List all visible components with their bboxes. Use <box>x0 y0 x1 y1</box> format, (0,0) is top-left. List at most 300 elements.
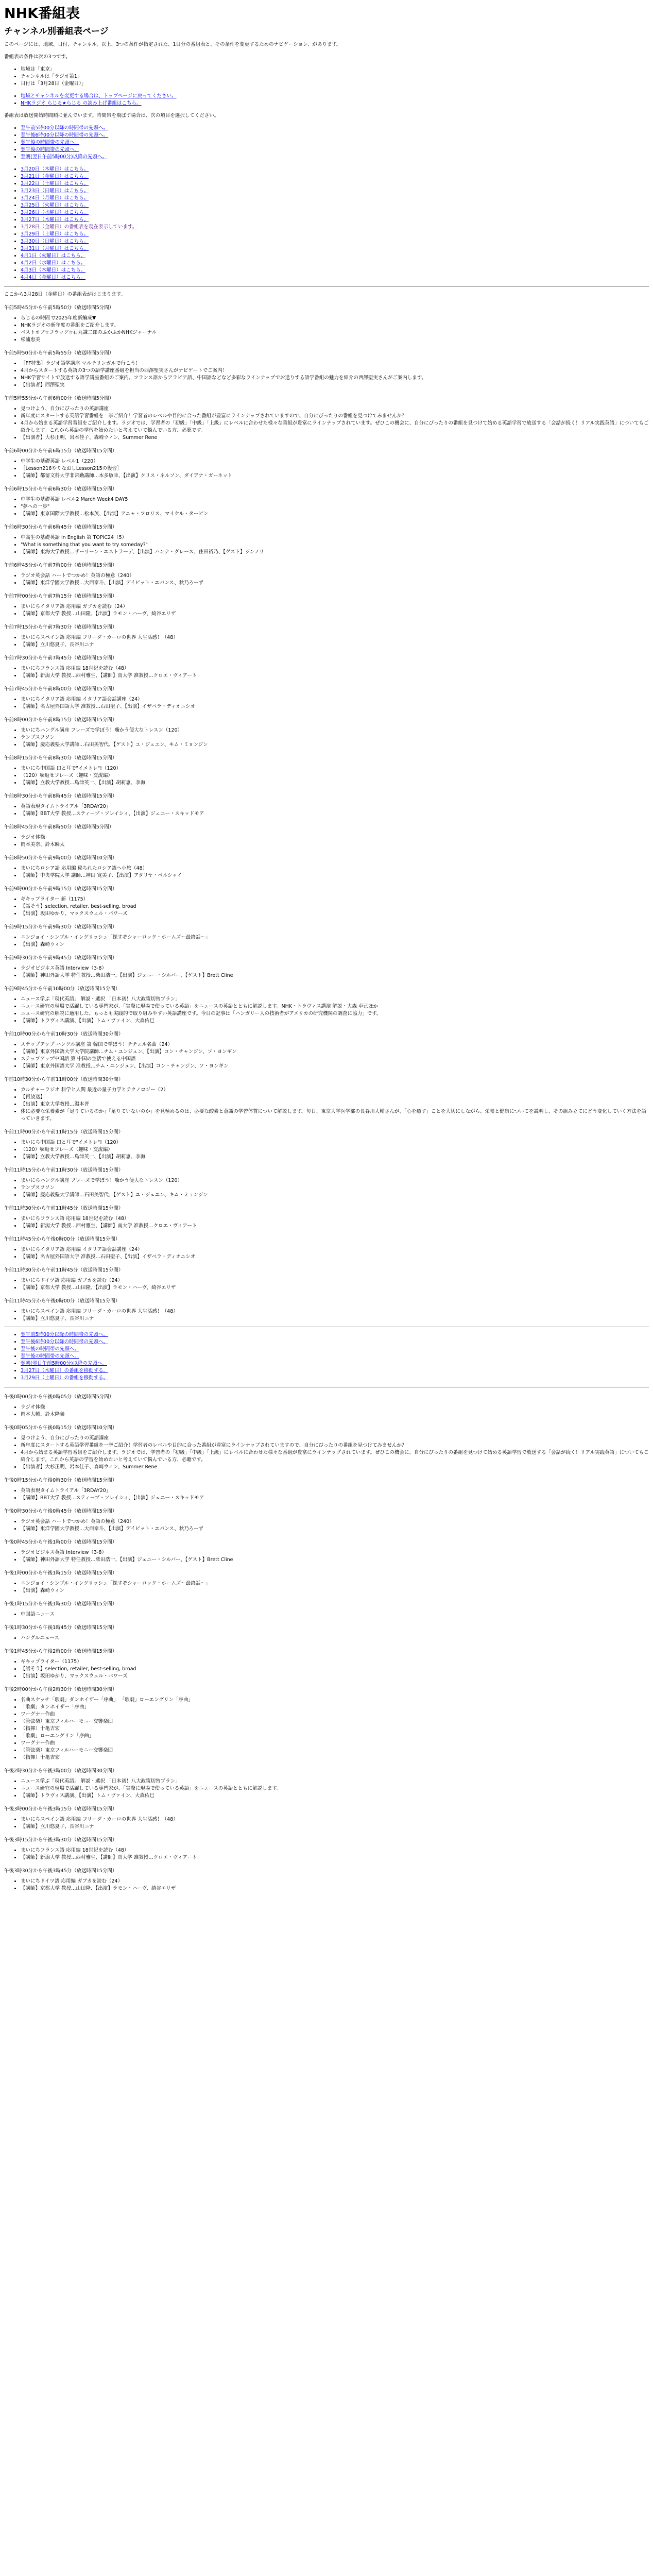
program-details <box>4 996 649 1025</box>
program-detail-line: • ランプスフソン <box>21 1184 649 1192</box>
program-detail-line: • 【講師】東洋学園大学教授…大西泰斗、【出演】デイビット・エバンス、秋乃ろーず <box>21 1526 649 1533</box>
program-detail-line: • ランプスフソン <box>21 734 649 741</box>
program-details <box>4 1308 649 1323</box>
condition-item: • チャンネルは「ラジオ第1」 <box>21 73 649 80</box>
condition-item: • 日付は「3月28日（金曜日）」 <box>21 80 649 88</box>
time-jump-link[interactable]: 翌午後の時間帯の先頭へ。 <box>21 147 80 152</box>
date-link[interactable]: 3月29日（土曜日）はこちら。 <box>21 231 89 237</box>
program-detail-line: • 【出演】坂田ゆかり、マックスウェル・パワーズ <box>21 910 649 918</box>
program-detail-line: • （管弦楽）東京フィルハーモニー交響楽団 <box>21 1718 649 1725</box>
program-detail-line: • 【講師】立教大学教授…島津英一、【出演】胡莉恵、李海 <box>21 779 649 787</box>
program-detail-line: • ニュース学ぶ「現代英語」 解説・選択 「日本初！八大政策切替プラン」 <box>21 996 649 1003</box>
program-detail-line: • まいにちフランス語 応用編 18世紀を読む（48） <box>21 1215 649 1223</box>
mid-nav-links <box>4 1331 649 1382</box>
mid-nav-item <box>21 1338 649 1346</box>
program-details <box>4 865 649 879</box>
program-details <box>4 727 649 749</box>
page-intro: このページには、地域、日付、チャンネル、以上、3つの条件が指定された、1日分の番組表と、その条件を変更するためのナビゲーション、があります。 <box>4 42 341 47</box>
program-time: 午前8時30分から午前8時45分（放送時間15分間） <box>4 793 117 799</box>
program-details <box>4 1878 649 1892</box>
divider <box>4 286 649 287</box>
program-details <box>4 603 649 618</box>
program-detail-line: • 岡本美奈、鈴木瞬太 <box>21 841 649 849</box>
program-time: 午前6時45分から午前7時00分（放送時間15分間） <box>4 563 117 568</box>
program-time: 午前8時50分から午前9時00分（放送時間10分間） <box>4 855 117 861</box>
program-block <box>4 593 649 618</box>
program-detail-line: • 【講師】神田外語大学 特任教授…柴田浩一、【出演】ジェニー・シルバー、【ゲスト】Brett Cline <box>21 1556 649 1564</box>
date-item <box>21 188 649 195</box>
program-time: 午前11時00分から午前11時15分（放送時間15分間） <box>4 1129 124 1135</box>
program-detail-line: • 【講師】立川悠夏子、長谷川ニナ <box>21 641 649 649</box>
program-detail-line: • まいにち中国語 口と耳で"イメトレ"!（120） <box>21 765 649 772</box>
date-item <box>21 202 649 209</box>
program-detail-line: • 新年度にスタートする英語学習番組を一挙ご紹介！学習者のレベルや目的に合った番組が豊富にラインナップされていますので、自分にぴったりの番組を見つけてみませんか？ <box>21 1442 649 1449</box>
program-details <box>4 1580 649 1595</box>
date-item <box>21 267 649 274</box>
program-details <box>4 934 649 948</box>
program-detail-line: • 【出演者】大杉正明、岩本佳子、森崎ウィン、Summer Rene <box>21 434 649 442</box>
program-detail-line: • ［FF特集］ラジオ語学講座 マルチリンガルで行こう！ <box>21 360 649 367</box>
program-details <box>4 1087 649 1123</box>
program-time: 午前8時45分から午前8時50分（放送時間5分間） <box>4 824 114 830</box>
date-link[interactable]: 3月23日（日曜日）はこちら。 <box>21 188 89 194</box>
program-detail-line: • 4月から始まる英語学習番組をご紹介します。ラジオでは、学習者の「初級」「中級」「上級」にレベルに合わせた様々な番組が豊富にラインナップされています。ぜひこの機会に、自分にぴったりの番組を見つけて始める英語学習で放送する「会話が続く！リアル実践英語」についてもご紹介します。これから英語の学習を始めたいと考えていて悩んでいる方、必聴です。 <box>21 420 649 434</box>
program-time: 午後1時15分から午後1時30分（放送時間15分間） <box>4 1601 117 1607</box>
prev-day-link[interactable]: 3月27日（木曜日）の番組を移動する。 <box>21 1368 109 1374</box>
program-time: 午前5時55分から午前6時00分（放送時間5分間） <box>4 396 114 401</box>
program-block <box>4 1477 649 1502</box>
program-block <box>4 1508 649 1533</box>
program-time: 午後1時45分から午後2時00分（放送時間15分間） <box>4 1649 117 1654</box>
program-time: 午前11時15分から午前11時30分（放送時間15分間） <box>4 1167 124 1173</box>
program-time: 午前6時00分から午前6時15分（放送時間15分間） <box>4 448 117 454</box>
program-block <box>4 717 649 749</box>
program-details <box>4 1847 649 1861</box>
date-link[interactable]: 4月1日（火曜日）はこちら。 <box>21 253 86 259</box>
program-details <box>4 1518 649 1533</box>
program-time: 午前7時00分から午前7時15分（放送時間15分間） <box>4 594 117 599</box>
program-time: 午前11時45分から午後0時00分（放送時間15分間） <box>4 1298 121 1304</box>
date-item <box>21 252 649 260</box>
condition-link-item <box>21 100 649 107</box>
program-detail-line: • 4月からスタートする英語の3つの語学講座番組を担当の西澤聖実さんがナビゲートでご案内！ <box>21 367 649 375</box>
program-details <box>4 765 649 787</box>
program-time: 午前11時30分から午前11時45分（放送時間15分間） <box>4 1206 124 1211</box>
program-detail-line: • "夢への一歩" <box>21 503 649 511</box>
program-time: 午後0時30分から午後0時45分（放送時間15分間） <box>4 1509 117 1514</box>
program-detail-line: • ラジオ英会話 ハートでつかめ！英語の極意（240） <box>21 1518 649 1526</box>
program-detail-line: • 岡本大輔、鈴木隆義 <box>21 1411 649 1418</box>
page-title: NHK番組表 <box>4 6 80 22</box>
program-block <box>4 1298 649 1323</box>
date-link-current[interactable]: 3月28日（金曜日）の番組表を現在表示しています。 <box>21 224 138 230</box>
program-time: 午前8時00分から午前8時15分（放送時間15分間） <box>4 717 117 723</box>
program-block <box>4 1205 649 1230</box>
program-block <box>4 924 649 948</box>
mid-nav-item <box>21 1353 649 1360</box>
program-detail-line: • まいにちドイツ語 応用編 ガブカを読む（24） <box>21 1277 649 1284</box>
program-detail-line: • 4月から始まる英語学習番組をご紹介します。ラジオでは、学習者の「初級」「中級」「上級」にレベルに合わせた様々な番組が豊富にラインナップされています。ぜひこの機会に、自分にぴったりの番組を見つけて始める英語学習で放送する「会話が続く！リアル実践英語」についてもご紹介します。これから英語の学習を始めたいと考えていて悩んでいる方、必聴です。 <box>21 1449 649 1464</box>
program-block <box>4 486 649 518</box>
date-link[interactable]: 3月26日（水曜日）はこちら。 <box>21 210 89 215</box>
program-detail-line: • 【講師】東京国際大学教授…松本茂、【出演】アニャ・フロリス、マイケル・ターピン <box>21 511 649 518</box>
time-jump-link[interactable]: 翌午前5時00分以降の時間帯の先頭へ。 <box>21 125 109 131</box>
program-detail-line: • （120）噛返せフレーズ（趣味・交流編） <box>21 1146 649 1154</box>
program-detail-line: • まいにちハングル講座 フレーズで学ぼう！噛かう便大なトレスン（120） <box>21 727 649 734</box>
program-time: 午前10時00分から午前10時30分（放送時間30分間） <box>4 1031 124 1037</box>
program-block <box>4 1648 649 1680</box>
schedule-heading: ここから3月28日（金曜日）の番組表がはじまります。 <box>4 292 126 297</box>
program-time: 午前6時30分から午前6時45分（放送時間15分間） <box>4 524 117 530</box>
date-link[interactable]: 3月25日（火曜日）はこちら。 <box>21 202 89 208</box>
program-detail-line: • 【講師】京都大学 教授…山田隆、【出演】ラモン・ハーヴ、綺谷エリザ <box>21 611 649 618</box>
program-detail-line: • まいにちイタリア語 応用編 イタリア語会話講座（24） <box>21 1246 649 1253</box>
next-day-link[interactable]: 3月29日（土曜日）の番組を移動する。 <box>21 1375 109 1381</box>
program-block <box>4 1267 649 1292</box>
program-detail-line: • 【講師】トラヴィス講演、【出演】トム・ヴァイン、大森佑巳 <box>21 1792 649 1800</box>
program-detail-line: • ［Lesson216やりなおしLesson215の復習］ <box>21 465 649 472</box>
program-time: 午後0時05分から午後0時15分（放送時間10分間） <box>4 1425 117 1431</box>
time-jump-link[interactable]: 翌午後の時間帯の先頭へ。 <box>21 140 80 145</box>
program-detail-line: • 【講師】トラヴィス講演、【出演】トム・ヴァイン、大森佑巳 <box>21 1018 649 1025</box>
program-detail-line: • 【出演】森崎ウィン <box>21 1587 649 1595</box>
date-item <box>21 231 649 238</box>
date-link[interactable]: 4月2日（水曜日）はこちら。 <box>21 260 86 266</box>
program-detail-line: • 中学生の基礎英語 レベル2 March Week4 DAY5 <box>21 496 649 503</box>
program-detail-line: • 【講師】名古屋外国語大学 准教授…石田聖子、【出演】イザベラ・ディオニシオ <box>21 703 649 710</box>
program-detail-line: • 【講師】神田外語大学 特任教授…柴田浩一、【出演】ジェニー・シルバー、【ゲスト】Brett Cline <box>21 972 649 979</box>
radiru-link[interactable]: NHKラジオ らじる★らじる の読み上げ番組はこちら。 <box>21 100 142 106</box>
mid-nav-link[interactable]: 翌朝(翌日午前5時00分)以降の先頭へ。 <box>21 1361 108 1366</box>
program-detail-line: • 【出演者】大杉正明、岩本佳子、森崎ウィン、Summer Rene <box>21 1464 649 1471</box>
program-detail-line: • カルチャーラジオ 科学と人間 最近の量子力学とテクノロジー（2） <box>21 1087 649 1094</box>
program-details <box>4 405 649 442</box>
program-detail-line: • 【講師】東海大学教授…ザーリーン・エストラーデ、【出演】ハンナ・グレース、住田裕乃、【ゲスト】ジンノリ <box>21 549 649 556</box>
date-item <box>21 195 649 202</box>
program-block <box>4 1539 649 1564</box>
date-links <box>4 166 649 281</box>
program-detail-line: • ニュース研究の現場で活躍している専門家が、「実際に現場で使っている英語」をニュースの英語とともに解説します。NHK・トラヴィス講演 解説・大森 卓己ほか <box>21 1003 649 1010</box>
program-detail-line: • 【講師】京都大学 教授…山田隆、【出演】ラモン・ハーヴ、綺谷エリザ <box>21 1885 649 1892</box>
program-block <box>4 1686 649 1761</box>
program-block <box>4 886 649 918</box>
mid-nav-link[interactable]: 翌午前5時00分以降の時間帯の先頭へ。 <box>21 1332 109 1337</box>
program-detail-line: • 【講師】慶応義塾大学講師…石田美智代、【ゲスト】ユ・ジェユン、キム・ミョンジン <box>21 741 649 749</box>
program-block <box>4 1394 649 1418</box>
program-detail-line: • 中学生の基礎英語 レベル1（220） <box>21 458 649 465</box>
program-time: 午前5時45分から午前5時50分（放送時間5分間） <box>4 305 114 311</box>
program-detail-line: • ハングルニュース <box>21 1635 649 1642</box>
program-details <box>4 1246 649 1261</box>
time-jump-item <box>21 139 649 146</box>
program-detail-line: • 【講師】京都大学 教授…山田隆、【出演】ラモン・ハーヴ、綺谷エリザ <box>21 1284 649 1292</box>
program-detail-line: • （指揮）十亀吉宏 <box>21 1725 649 1733</box>
program-details <box>4 1611 649 1618</box>
program-block <box>4 1570 649 1595</box>
program-detail-line: • ワーグナー作曲 <box>21 1711 649 1718</box>
program-detail-line: • まいにちスペイン語 応用編 フリーダ・カーロの世界 大生活感！（48） <box>21 1308 649 1315</box>
program-detail-line: • まいにちフランス語 応用編 18世紀を読む（48） <box>21 665 649 672</box>
program-detail-line: • 【講師】新潟大学 教授…西村雅生、【講師】南大学 准教授…クロエ・ヴィアート <box>21 1854 649 1861</box>
time-jump-item <box>21 125 649 132</box>
program-time: 午後1時00分から午後1時15分（放送時間15分間） <box>4 1570 117 1576</box>
program-detail-line: • まいにちハングル講座 フレーズで学ぼう！噛かう便大なトレスン（120） <box>21 1177 649 1184</box>
date-link[interactable]: 3月20日（木曜日）はこちら。 <box>21 166 89 172</box>
program-block <box>4 655 649 680</box>
date-link[interactable]: 3月27日（木曜日）はこちら。 <box>21 217 89 223</box>
program-block <box>4 1837 649 1861</box>
program-detail-line: • 【講師】名古屋外国語大学 准教授…石田聖子、【出演】イザベラ・ディオニシオ <box>21 1253 649 1261</box>
program-detail-line: • 【講師】BBT大学 教授…スティーブ・ソレイシィ、【出演】ジェニー・スキッドモア <box>21 1495 649 1502</box>
program-detail-line: • 【講師】東京外国語大学大学院講師…チム・ユンジュン、【出演】コン・チャンジン、ソ・ヨンギン <box>21 1048 649 1056</box>
program-detail-line: • （管弦楽）東京フィルハーモニー交響楽団 <box>21 1747 649 1754</box>
mid-nav-link[interactable]: 翌午後の時間帯の先頭へ。 <box>21 1346 80 1352</box>
program-detail-line: • 中国語ニュース <box>21 1611 649 1618</box>
mid-nav-link[interactable]: 翌午後6時00分以降の時間帯の先頭へ。 <box>21 1339 109 1345</box>
condition-link-item <box>21 93 649 100</box>
program-detail-line: • 【出演者】西澤聖実 <box>21 382 649 389</box>
conditions-heading: 番組表の条件は次の3つです。 <box>4 54 71 60</box>
program-time: 午前11時45分から午後0時00分（放送時間15分間） <box>4 1236 121 1242</box>
program-detail-line: • まいにちスペイン語 応用編 フリーダ・カーロの世界 大生活感！（48） <box>21 634 649 641</box>
program-detail-line: • （指揮）十亀吉宏 <box>21 1754 649 1761</box>
program-time: 午前9時30分から午前9時45分（放送時間15分間） <box>4 955 117 961</box>
program-detail-line: • 【再放送】 <box>21 1094 649 1101</box>
program-details <box>4 896 649 918</box>
program-details <box>4 1277 649 1292</box>
program-details <box>4 315 649 344</box>
program-detail-line: • 英語表現タイムトライアル「3RDAY20」 <box>21 803 649 810</box>
program-block <box>4 1868 649 1892</box>
program-detail-line: • まいにちイタリア語 応用編 ガブカを読む（24） <box>21 603 649 611</box>
program-block <box>4 448 649 480</box>
program-detail-line: • 【講師】東洋学園大学教授…大西泰斗、【出演】デイビット・エバンス、秋乃ろーず <box>21 580 649 587</box>
date-item-current <box>21 224 649 231</box>
program-detail-line: • 【講師】立川悠夏子、長谷川ニナ <box>21 1823 649 1831</box>
program-time: 午後1時30分から午後1時45分（放送時間15分間） <box>4 1625 117 1631</box>
date-link[interactable]: 3月31日（月曜日）はこちら。 <box>21 246 89 251</box>
program-detail-line: • 見つけよう、自分にぴったりの英語講座 <box>21 1435 649 1442</box>
program-detail-line: • 【出演】森崎ウィン <box>21 941 649 948</box>
mid-nav-item <box>21 1360 649 1367</box>
program-details <box>4 1177 649 1199</box>
program-block <box>4 1076 649 1123</box>
program-detail-line: • まいにち中国語 口と耳で"イメトレ"!（120） <box>21 1139 649 1146</box>
program-detail-line: • まいにちドイツ語 応用編 ガブカを読む（24） <box>21 1878 649 1885</box>
program-block <box>4 686 649 710</box>
date-item <box>21 180 649 188</box>
program-details <box>4 1215 649 1230</box>
date-note: 番組表は放送開始時間順に並んでいます。時間帯を飛ばす場合は、次の項目を選択してください。 <box>4 113 219 118</box>
date-item <box>21 274 649 281</box>
program-block <box>4 1768 649 1800</box>
program-block <box>4 986 649 1025</box>
program-details <box>4 834 649 849</box>
program-detail-line: • ギキップライター 新（1175） <box>21 896 649 903</box>
program-time: 午後0時45分から午後1時00分（放送時間15分間） <box>4 1539 117 1545</box>
program-details <box>4 1658 649 1680</box>
date-link[interactable]: 4月3日（木曜日）はこちら。 <box>21 267 86 273</box>
program-detail-line: • 【講師】新潟大学 教授…西村雅生、【講師】南大学 准教授…クロエ・ヴィアート <box>21 1223 649 1230</box>
date-item <box>21 260 649 267</box>
program-detail-line: • まいにちイタリア語 応用編 イタリア語会話講座（24） <box>21 696 649 703</box>
program-block <box>4 1236 649 1261</box>
program-block <box>4 624 649 649</box>
program-detail-line: • 【講師】立川悠夏子、長谷川ニナ <box>21 1315 649 1323</box>
time-jump-link[interactable]: 翌朝(翌日午前5時00分)以降の先頭へ。 <box>21 154 108 160</box>
program-time: 午後0時15分から午後0時30分（放送時間15分間） <box>4 1478 117 1483</box>
program-block <box>4 1031 649 1070</box>
date-item <box>21 245 649 252</box>
program-time: 午前6時15分から午前6時30分（放送時間15分間） <box>4 486 117 492</box>
program-detail-line: • ステップアップ ハングル講座 第 韓国で学ぼう！チチュル名曲（24） <box>21 1041 649 1048</box>
mid-nav-item <box>21 1367 649 1375</box>
program-time: 午後3時30分から午後3時45分（放送時間15分間） <box>4 1868 117 1874</box>
program-detail-line: • 【講師】立教大学教授…島津英一、【出演】胡莉恵、李海 <box>21 1154 649 1161</box>
conditions-list <box>4 66 649 88</box>
program-detail-line: • ワーグナー作曲 <box>21 1740 649 1747</box>
program-detail-line: • ラジオ体操 <box>21 1404 649 1411</box>
date-link[interactable]: 3月21日（金曜日）はこちら。 <box>21 174 89 179</box>
program-details <box>4 458 649 480</box>
program-details <box>4 665 649 680</box>
program-detail-line: • 【講師】都留文科大学非常勤講師…本多敏幸、【出演】クリス・ネルソン、ダイアナ・ガーネット <box>21 472 649 480</box>
program-detail-line: • 【講師】BBT大学 教授…スティーブ・ソレイシィ、【出演】ジェニー・スキッドモア <box>21 810 649 818</box>
program-block <box>4 1624 649 1642</box>
program-block <box>4 824 649 849</box>
time-jump-links <box>4 125 649 161</box>
program-details <box>4 696 649 710</box>
program-detail-line: • エンジョイ・シンプル・イングリッシュ「探すぞシャーロック・ホームズ～最終話～」 <box>21 1580 649 1587</box>
program-time: 午前5時50分から午前5時55分（放送時間5分間） <box>4 350 114 356</box>
program-detail-line: • らじるの時間 ▽2025年度新編成▼ <box>21 315 649 322</box>
date-item <box>21 166 649 173</box>
program-detail-line: • 体に必要な栄養素が「足りているのか」「足りていないのか」を見極めるのは、必要な酸素と意識の学習体質について解説します。毎日、東京大学医学部の長谷川大輔さんが、「心を癒す」ことを大切にしながら、栄養と健康についてを説明し、その組み立てにどう変化していく方法を語っていきます。 <box>21 1108 649 1123</box>
program-detail-line: • ニュース研究の現場で活躍している専門家が、「実際に現場で使っている英語」をニュースの英語とともに解説します。 <box>21 1785 649 1792</box>
program-detail-line: • まいにちロシア語 応用編 秘ちれたロシア語へ小旅（48） <box>21 865 649 872</box>
program-block <box>4 1601 649 1618</box>
time-jump-item <box>21 146 649 154</box>
program-details <box>4 1778 649 1800</box>
mid-nav-link[interactable]: 翌午後の時間帯の先頭へ。 <box>21 1353 80 1359</box>
program-time: 午前11時30分から午前11時45分（放送時間15分間） <box>4 1267 124 1273</box>
program-detail-line: • ラジオ体操 <box>21 834 649 841</box>
date-link[interactable]: 3月30日（日曜日）はこちら。 <box>21 239 89 244</box>
program-list <box>4 304 649 1323</box>
program-detail-line: • まいにちフランス語 応用編 18世紀を読む（48） <box>21 1847 649 1854</box>
date-item <box>21 238 649 245</box>
program-detail-line: • 【講師】新潟大学 教授…西村雅生、【講師】南大学 准教授…クロエ・ヴィアート <box>21 672 649 680</box>
program-block <box>4 1806 649 1831</box>
program-detail-line: • ステップアップ中国語 第 中国の生活で使える中国語 <box>21 1056 649 1063</box>
program-detail-line: • （120）噛返せフレーズ（趣味・交流編） <box>21 772 649 779</box>
program-detail-line: • ラジオビジネス英語 Interview（3-8） <box>21 965 649 972</box>
top-page-link[interactable]: 地域とチャンネルを変更する場合は、トップページに戻ってください。 <box>21 93 177 99</box>
mid-nav-item <box>21 1375 649 1382</box>
program-details <box>4 634 649 649</box>
program-details <box>4 360 649 389</box>
program-details <box>4 1697 649 1761</box>
program-detail-line: • ベストオブ☆フラッグ☆石丸謙二郎のふかふかNHKジャーナル <box>21 329 649 336</box>
program-block <box>4 350 649 389</box>
program-details <box>4 1139 649 1161</box>
condition-links <box>4 93 649 107</box>
program-detail-line: • "What is something that you want to try someday?" <box>21 541 649 549</box>
program-block <box>4 955 649 979</box>
program-details <box>4 572 649 587</box>
date-link[interactable]: 4月4日（金曜日）はこちら。 <box>21 275 86 280</box>
program-time: 午前8時15分から午前8時30分（放送時間15分間） <box>4 755 117 761</box>
program-block <box>4 1167 649 1199</box>
program-block <box>4 1425 649 1471</box>
program-block <box>4 1129 649 1161</box>
date-item <box>21 209 649 216</box>
program-details <box>4 1549 649 1564</box>
program-detail-line: • 「歌劇」ローエングリン「序曲」 <box>21 1733 649 1740</box>
program-detail-line: • 見つけよう、自分にぴったりの英語講座 <box>21 405 649 413</box>
program-detail-line: • ラジオビジネス英語 Interview（3-8） <box>21 1549 649 1556</box>
program-time: 午後3時15分から午後3時30分（放送時間15分間） <box>4 1837 117 1843</box>
mid-nav-item <box>21 1331 649 1338</box>
program-block <box>4 395 649 442</box>
mid-nav-item <box>21 1346 649 1353</box>
program-time: 午前10時30分から午前11時00分（放送時間30分間） <box>4 1077 124 1082</box>
program-detail-line: • まいにちスペイン語 応用編 フリーダ・カーロの世界 大生活感！（48） <box>21 1816 649 1823</box>
program-detail-line: • ニュース学ぶ「現代英語」 解説・選択 「日本初！八大政策切替プラン」 <box>21 1778 649 1785</box>
program-detail-line: • 中高生の基礎英語 in English 第 TOPIC24（5） <box>21 534 649 541</box>
program-detail-line: • NHK学習サイトで放送する語学講座番組のご案内。フランス語からアラビア語、中国語などなど多彩なラインナップでお送りする語学番組の魅力を紹介の西澤聖実さんがご案内します。 <box>21 375 649 382</box>
program-details <box>4 1435 649 1471</box>
program-block <box>4 855 649 879</box>
program-block <box>4 524 649 556</box>
program-details <box>4 1635 649 1642</box>
program-time: 午後2時00分から午後2時30分（放送時間30分間） <box>4 1687 117 1692</box>
program-time: 午前9時45分から午前10時00分（放送時間15分間） <box>4 986 121 992</box>
program-time: 午後3時00分から午後3時15分（放送時間15分間） <box>4 1806 117 1812</box>
program-detail-line: • 英語表現タイムトライアル「3RDAY20」 <box>21 1487 649 1495</box>
program-details <box>4 1041 649 1070</box>
program-block <box>4 755 649 787</box>
program-block <box>4 562 649 587</box>
program-detail-line: • ニュース研究の解説に適用した、もっとも実践的で取り組みやすい英語講座です。今日の記事は「ハンガリー人の技術者がアメリカの研究機関の調査に協力」です。 <box>21 1010 649 1018</box>
program-detail-line: • 【出演】坂田ゆかり、マックスウェル・パワーズ <box>21 1673 649 1680</box>
program-details <box>4 496 649 518</box>
program-detail-line: • 【話そう】selection, retailer, best-selling, broad <box>21 903 649 910</box>
program-time: 午後0時00分から午後0時05分（放送時間5分間） <box>4 1394 114 1400</box>
condition-item: • 地域は「東京」 <box>21 66 649 73</box>
program-details <box>4 1487 649 1502</box>
program-detail-line: • ラジオ英会話 ハートでつかめ！英語の極意（240） <box>21 572 649 580</box>
program-detail-line: • 「歌劇」タンホイザー「序曲」 <box>21 1704 649 1711</box>
page-subtitle: チャンネル別番組表ページ <box>4 26 109 37</box>
program-time: 午前7時45分から午前8時00分（放送時間15分間） <box>4 686 117 692</box>
program-details <box>4 965 649 979</box>
program-details <box>4 1816 649 1831</box>
time-jump-item <box>21 154 649 161</box>
program-details <box>4 534 649 556</box>
date-item <box>21 173 649 180</box>
time-jump-link[interactable]: 翌午後6時00分以降の時間帯の先頭へ。 <box>21 132 109 138</box>
date-item <box>21 216 649 224</box>
program-detail-line: • 【出演】東京大学教授…湯本晋 <box>21 1101 649 1108</box>
program-block <box>4 304 649 344</box>
program-detail-line: • 【講師】中央学院大学 講師…神田 寛美子、【出演】アタリヤ・ベルシャイ <box>21 872 649 879</box>
date-link[interactable]: 3月22日（土曜日）はこちら。 <box>21 181 89 187</box>
time-jump-item <box>21 132 649 139</box>
program-detail-line: • 松浦恵美 <box>21 336 649 344</box>
program-detail-line: • 【講師】東京外国語大学 准教授…チム・ユンジュン、【出演】コン・チャンジン、ソ・ヨンギン <box>21 1063 649 1070</box>
date-link[interactable]: 3月24日（月曜日）はこちら。 <box>21 195 89 201</box>
